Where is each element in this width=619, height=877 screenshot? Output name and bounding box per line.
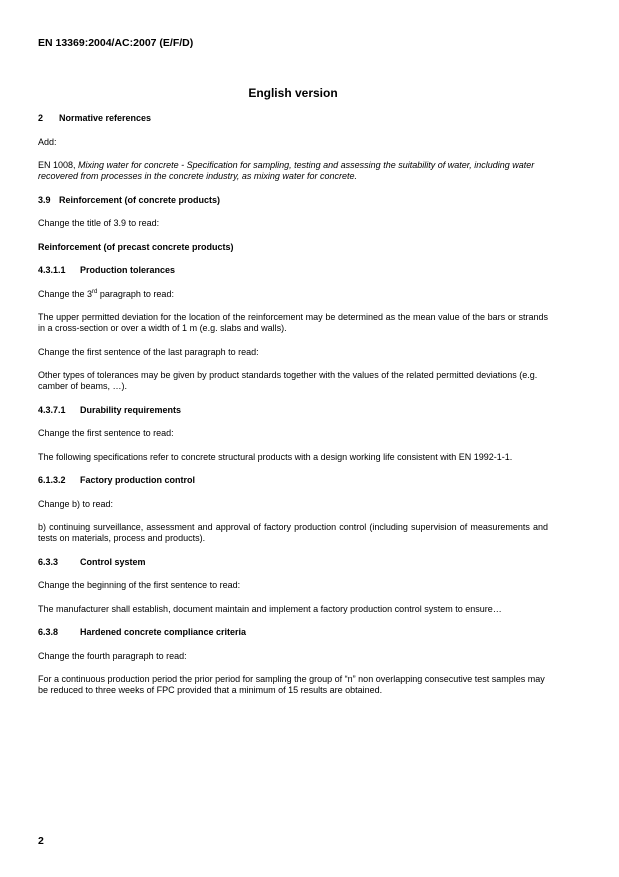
heading-6-3-3: [38, 557, 548, 568]
paragraph-continuous-production: For a continuous production period the prior period for sampling the group of “n” non overlapping consecutive test samples may be reduced to three weeks of FPC provided that a minimum of 15 results are obtained.: [38, 674, 545, 695]
paragraph-other-tolerances: Other types of tolerances may be given by product standards together with the values of the related permitted deviations (e.g. camber of beams, …).: [38, 370, 538, 391]
paragraph-reference: [38, 160, 548, 182]
paragraph-change-last: Change the first sentence of the last paragraph to read:: [38, 346, 259, 357]
heading-3-9: [38, 195, 548, 206]
paragraph-change-first: Change the first sentence to read:: [38, 428, 174, 438]
paragraph-new-title: Reinforcement (of precast concrete products): [38, 241, 234, 252]
page-number: 2: [38, 835, 44, 847]
heading-4-3-1-1: [38, 265, 548, 276]
heading-number: 2: [38, 113, 44, 123]
heading-4-3-7-1: [38, 405, 548, 416]
paragraph-change-3rd: [38, 289, 548, 300]
heading-2: [38, 113, 548, 124]
paragraph-change-title: Change the title of 3.9 to read:: [38, 218, 160, 228]
version-title: English version: [248, 86, 338, 100]
heading-title: Factory production control: [80, 475, 196, 485]
paragraph-manufacturer: The manufacturer shall establish, document maintain and implement a factory production control system to ensure…: [38, 603, 502, 614]
document-body: [38, 113, 548, 709]
reference-title: Mixing water for concrete - Specification for sampling, testing and assessing the suitability of water, including water recovered from processes in the concrete industry, as mixing water for concrete.: [38, 160, 535, 181]
heading-number: 4.3.1.1: [38, 265, 66, 275]
heading-title: Hardened concrete compliance criteria: [80, 627, 247, 637]
change-text-pre: Change the 3: [38, 288, 93, 299]
heading-number: 4.3.7.1: [38, 404, 66, 415]
heading-number: 3.9: [38, 194, 51, 205]
heading-6-1-3-2: [38, 475, 548, 486]
paragraph-change-fourth: Change the fourth paragraph to read:: [38, 650, 187, 661]
heading-number: 6.3.3: [38, 556, 59, 567]
ordinal-suffix: rd: [92, 288, 98, 295]
paragraph-surveillance: b) continuing surveillance, assessment and approval of factory production control (including supervision of measurements and tests on materials, process and products).: [38, 522, 548, 543]
paragraph-change-beginning: Change the beginning of the first sentence to read:: [38, 580, 241, 590]
heading-title: Durability requirements: [80, 404, 182, 415]
heading-title: Production tolerances: [80, 265, 176, 275]
heading-title: Normative references: [59, 113, 152, 123]
reference-code: EN 1008,: [38, 160, 76, 170]
document-id: EN 13369:2004/AC:2007 (E/F/D): [38, 37, 194, 49]
paragraph-change-b: Change b) to read:: [38, 498, 114, 509]
paragraph-add: Add:: [38, 136, 57, 147]
heading-6-3-8: [38, 627, 548, 638]
paragraph-durability: The following specifications refer to concrete structural products with a design working life consistent with EN 1992-1-1.: [38, 451, 513, 462]
document-page: [38, 0, 548, 877]
heading-number: 6.1.3.2: [38, 475, 66, 485]
heading-title: Reinforcement (of concrete products): [59, 194, 221, 205]
change-text-post: paragraph to read:: [97, 288, 174, 299]
paragraph-tolerance: The upper permitted deviation for the location of the reinforcement may be determined as the mean value of the bars or strands in a cross-section or over a width of 1 m (e.g. slabs and walls).: [38, 312, 548, 333]
heading-number: 6.3.8: [38, 627, 59, 637]
heading-title: Control system: [80, 556, 146, 567]
